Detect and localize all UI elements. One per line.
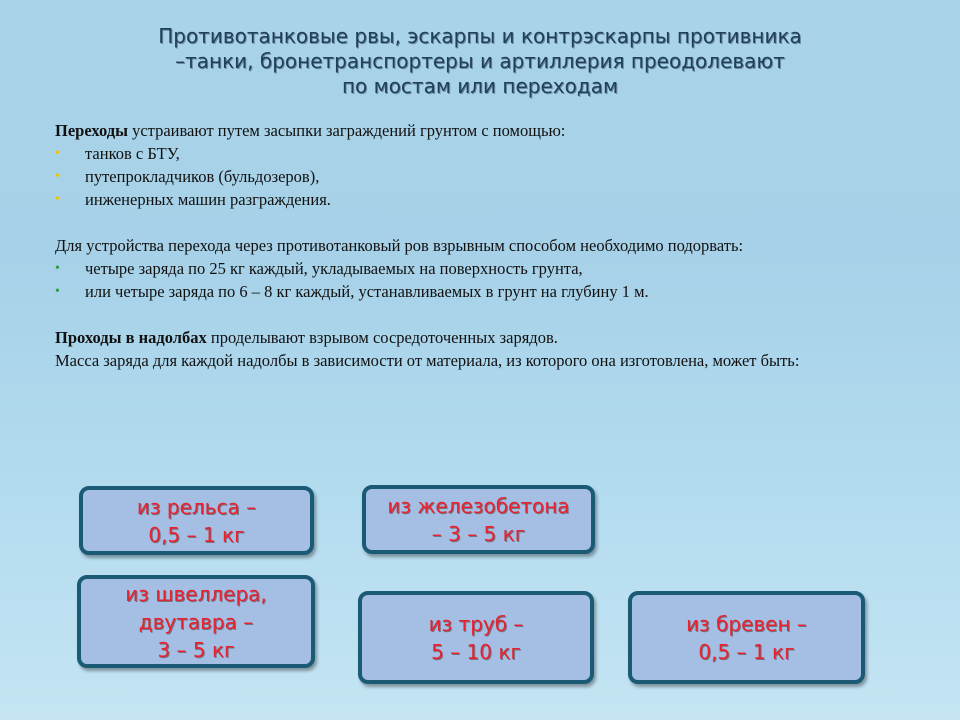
card-label (429, 610, 524, 666)
crossings-text: устраивают путем засыпки заграждений грунтом с помощью: (127, 121, 566, 140)
list-item (55, 142, 911, 165)
slide-title (100, 24, 860, 99)
card-label (125, 580, 267, 664)
bullet-icon: • (55, 284, 60, 299)
bullet-icon: • (55, 192, 60, 207)
card-line: 0,5 – 1 кг (148, 522, 245, 547)
list-item (55, 165, 911, 188)
obstacles-text: проделывают взрывом сосредоточенных зарядов. (206, 328, 558, 347)
card-line: 5 – 10 кг (431, 639, 521, 664)
crossings-bold: Переходы (55, 121, 128, 140)
obstacles-paragraph (55, 326, 911, 349)
bullet-icon: • (55, 169, 60, 184)
card-line: из труб – (428, 611, 524, 636)
list-item-text: инженерных машин разграждения. (85, 190, 331, 209)
card-channel (77, 575, 315, 668)
bullet-icon: • (55, 146, 60, 161)
title-line-2: –танки, бронетранспортеры и артиллерия преодолевают (175, 49, 785, 73)
crossings-list (55, 142, 911, 211)
body-text (55, 119, 911, 372)
list-item-text: или четыре заряда по 6 – 8 кг каждый, устанавливаемых в грунт на глубину 1 м. (85, 282, 649, 301)
card-pipes (358, 591, 594, 684)
list-item (55, 280, 911, 303)
card-line: из железобетона (387, 493, 570, 518)
card-logs (628, 591, 865, 684)
title-line-3: по мостам или переходам (341, 74, 619, 98)
card-label (387, 492, 569, 548)
card-line: из рельса – (136, 494, 257, 519)
card-line: из бревен – (686, 611, 807, 636)
list-item (55, 188, 911, 211)
card-line: 0,5 – 1 кг (698, 639, 795, 664)
card-rail (79, 486, 314, 555)
card-label (137, 493, 256, 549)
mass-paragraph: Масса заряда для каждой надолбы в зависимости от материала, из которого она изготовлена, может быть: (55, 351, 800, 370)
crossings-paragraph (55, 119, 911, 142)
card-line: из швеллера, (125, 581, 267, 606)
card-label (686, 610, 807, 666)
list-item-text: танков с БТУ, (85, 144, 180, 163)
card-concrete (362, 485, 595, 554)
card-line: двутавра – (138, 609, 254, 634)
card-line: 3 – 5 кг (157, 637, 235, 662)
list-item-text: четыре заряда по 25 кг каждый, укладываемых на поверхность грунта, (85, 259, 583, 278)
card-line: – 3 – 5 кг (431, 521, 526, 546)
explosive-list (55, 257, 911, 303)
list-item-text: путепрокладчиков (бульдозеров), (85, 167, 320, 186)
title-line-1: Противотанковые рвы, эскарпы и контрэскарпы противника (158, 24, 802, 48)
explosive-paragraph: Для устройства перехода через противотанковый ров взрывным способом необходимо подорвать: (55, 236, 744, 255)
list-item (55, 257, 911, 280)
bullet-icon: • (55, 261, 60, 276)
obstacles-bold: Проходы в надолбах (55, 328, 207, 347)
